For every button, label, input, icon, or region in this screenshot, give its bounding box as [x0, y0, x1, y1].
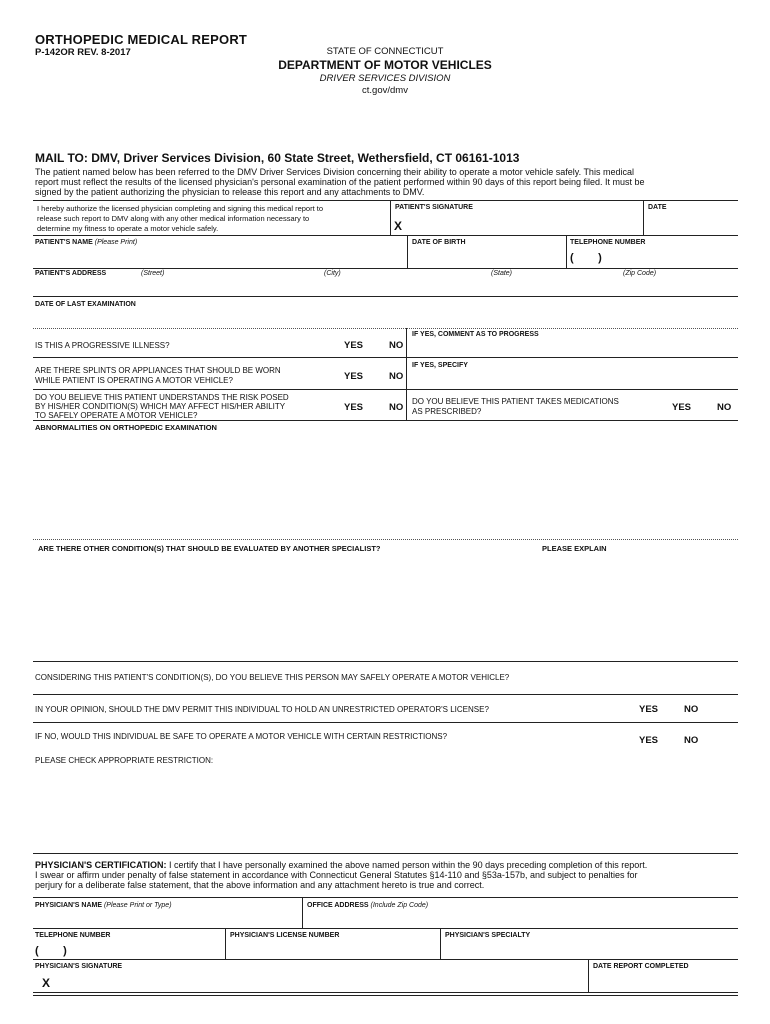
city-hint: (City)	[324, 270, 341, 277]
license-number-field[interactable]	[230, 942, 435, 957]
restrictions-question: IF NO, WOULD THIS INDIVIDUAL BE SAFE TO OPERATE A MOTOR VEHICLE WITH CERTAIN RESTRICTIONS?	[35, 732, 448, 741]
physician-phone-label: TELEPHONE NUMBER	[35, 932, 111, 939]
specify-field[interactable]	[412, 371, 732, 385]
patient-signature-x: X	[394, 219, 403, 233]
specialty-label: PHYSICIAN'S SPECIALTY	[445, 932, 531, 939]
understands-question-line-1: DO YOU BELIEVE THIS PATIENT UNDERSTANDS THE RISK POSED	[35, 393, 289, 402]
patient-signature-field[interactable]	[408, 212, 638, 232]
progress-comment-field[interactable]	[412, 340, 732, 354]
zip-hint: (Zip Code)	[623, 270, 657, 277]
date-completed-field[interactable]	[593, 973, 735, 989]
state-name: STATE OF CONNECTICUT	[326, 46, 444, 57]
unrestricted-yes[interactable]: YES	[639, 704, 659, 715]
division-name: DRIVER SERVICES DIVISION	[319, 73, 451, 84]
progressive-yes[interactable]: YES	[344, 340, 364, 351]
date-of-birth-label: DATE OF BIRTH	[412, 239, 466, 246]
patient-name-label: PATIENT'S NAME (Please Print)	[35, 239, 138, 246]
restrictions-yes[interactable]: YES	[639, 735, 659, 746]
patient-name-field[interactable]	[35, 248, 400, 266]
patient-address-field[interactable]	[35, 280, 735, 294]
intro-line-2: report must reflect the results of the licensed physician's personal examination of the patient performed within 90 days of this report being filed. It must be	[35, 177, 645, 187]
patient-date-label: DATE	[648, 204, 667, 211]
medications-question-line-1: DO YOU BELIEVE THIS PATIENT TAKES MEDICATIONS	[412, 397, 619, 406]
abnormalities-label: ABNORMALITIES ON ORTHOPEDIC EXAMINATION	[35, 423, 217, 432]
restrictions-no[interactable]: NO	[684, 735, 699, 746]
patient-date-field[interactable]	[648, 212, 736, 232]
patient-phone-label: TELEPHONE NUMBER	[570, 239, 646, 246]
specify-label: IF YES, SPECIFY	[412, 362, 468, 369]
form-number: P-142OR REV. 8-2017	[35, 47, 131, 58]
check-restriction-label: PLEASE CHECK APPROPRIATE RESTRICTION:	[35, 756, 214, 765]
last-exam-field[interactable]	[35, 310, 735, 324]
progress-comment-label: IF YES, COMMENT AS TO PROGRESS	[412, 331, 539, 338]
authorization-line-1: I hereby authorize the licensed physician completing and signing this medical report to	[37, 204, 323, 213]
restriction-field[interactable]	[35, 768, 735, 848]
patient-signature-label: PATIENT'S SIGNATURE	[395, 204, 473, 211]
understands-no[interactable]: NO	[389, 402, 404, 413]
understands-yes[interactable]: YES	[344, 402, 364, 413]
splints-question-line-2: WHILE PATIENT IS OPERATING A MOTOR VEHICLE?	[35, 376, 233, 385]
authorization-line-3: determine my fitness to operate a motor vehicle safely.	[37, 224, 219, 233]
progressive-no[interactable]: NO	[389, 340, 404, 351]
other-conditions-field[interactable]	[35, 556, 735, 656]
please-explain-label: PLEASE EXPLAIN	[542, 544, 607, 553]
authorization-line-2: release such report to DMV along with any other medical information necessary to	[37, 214, 310, 223]
physician-name-field[interactable]	[35, 912, 297, 928]
other-conditions-question: ARE THERE OTHER CONDITION(S) THAT SHOULD BE EVALUATED BY ANOTHER SPECIALIST?	[38, 544, 381, 553]
certification-line-3: perjury for a deliberate false statement, that the above information and any attachment hereto is true and correct.	[35, 880, 485, 890]
state-hint: (State)	[491, 270, 513, 277]
patient-address-label: PATIENT'S ADDRESS	[35, 270, 107, 277]
physician-signature-label: PHYSICIAN'S SIGNATURE	[35, 963, 123, 970]
website: ct.gov/dmv	[362, 85, 408, 96]
intro-line-1: The patient named below has been referred to the DMV Driver Services Division concerning their ability to operate a motor vehicle safely. This medical	[35, 167, 634, 177]
physician-signature-x: X	[42, 976, 51, 990]
office-address-label: OFFICE ADDRESS (Include Zip Code)	[307, 902, 429, 909]
splints-question-line-1: ARE THERE SPLINTS OR APPLIANCES THAT SHOULD BE WORN	[35, 366, 281, 375]
intro-line-3: signed by the patient authorizing the physician to release this report and any attachments to DMV.	[35, 187, 425, 197]
mail-to: MAIL TO: DMV, Driver Services Division, 60 State Street, Wethersfield, CT 06161-1013	[35, 151, 520, 165]
specialty-field[interactable]	[445, 942, 735, 957]
street-hint: (Street)	[141, 270, 165, 277]
office-address-field[interactable]	[307, 912, 735, 928]
physician-name-label: PHYSICIAN'S NAME (Please Print or Type)	[35, 902, 172, 909]
understands-question-line-2: BY HIS/HER CONDITION(S) WHICH MAY AFFECT HIS/HER ABILITY	[35, 402, 286, 411]
unrestricted-question: IN YOUR OPINION, SHOULD THE DMV PERMIT THIS INDIVIDUAL TO HOLD AN UNRESTRICTED OPERATOR'S LICENSE?	[35, 705, 489, 714]
certification-line-2: I swear or affirm under penalty of false statement in accordance with Connecticut General Statutes §14-110 and §53a-157b, and subject to penalties for	[35, 870, 638, 880]
medications-yes[interactable]: YES	[672, 402, 692, 413]
safely-operate-question: CONSIDERING THIS PATIENT'S CONDITION(S), DO YOU BELIEVE THIS PERSON MAY SAFELY OPERATE A MOTOR VEHICLE?	[35, 673, 510, 682]
unrestricted-no[interactable]: NO	[684, 704, 699, 715]
date-of-birth-field[interactable]	[412, 248, 562, 266]
physician-signature-field[interactable]	[58, 972, 583, 990]
abnormalities-field[interactable]	[35, 434, 735, 534]
progressive-question: IS THIS A PROGRESSIVE ILLNESS?	[35, 341, 170, 350]
last-exam-label: DATE OF LAST EXAMINATION	[35, 301, 136, 308]
understands-question-line-3: TO SAFELY OPERATE A MOTOR VEHICLE?	[35, 411, 198, 420]
splints-no[interactable]: NO	[389, 371, 404, 382]
date-completed-label: DATE REPORT COMPLETED	[593, 963, 689, 970]
license-number-label: PHYSICIAN'S LICENSE NUMBER	[230, 932, 340, 939]
report-title: ORTHOPEDIC MEDICAL REPORT	[35, 32, 248, 47]
medications-no[interactable]: NO	[717, 402, 732, 413]
splints-yes[interactable]: YES	[344, 371, 364, 382]
patient-phone-field[interactable]: ( )	[570, 252, 602, 264]
physician-phone-field[interactable]: ( )	[35, 945, 67, 957]
medications-question-line-2: AS PRESCRIBED?	[412, 407, 482, 416]
certification-line-1: PHYSICIAN'S CERTIFICATION: I certify that I have personally examined the above named person within the 90 days preceding completion of this report.	[35, 860, 648, 870]
department-name: DEPARTMENT OF MOTOR VEHICLES	[278, 58, 492, 72]
